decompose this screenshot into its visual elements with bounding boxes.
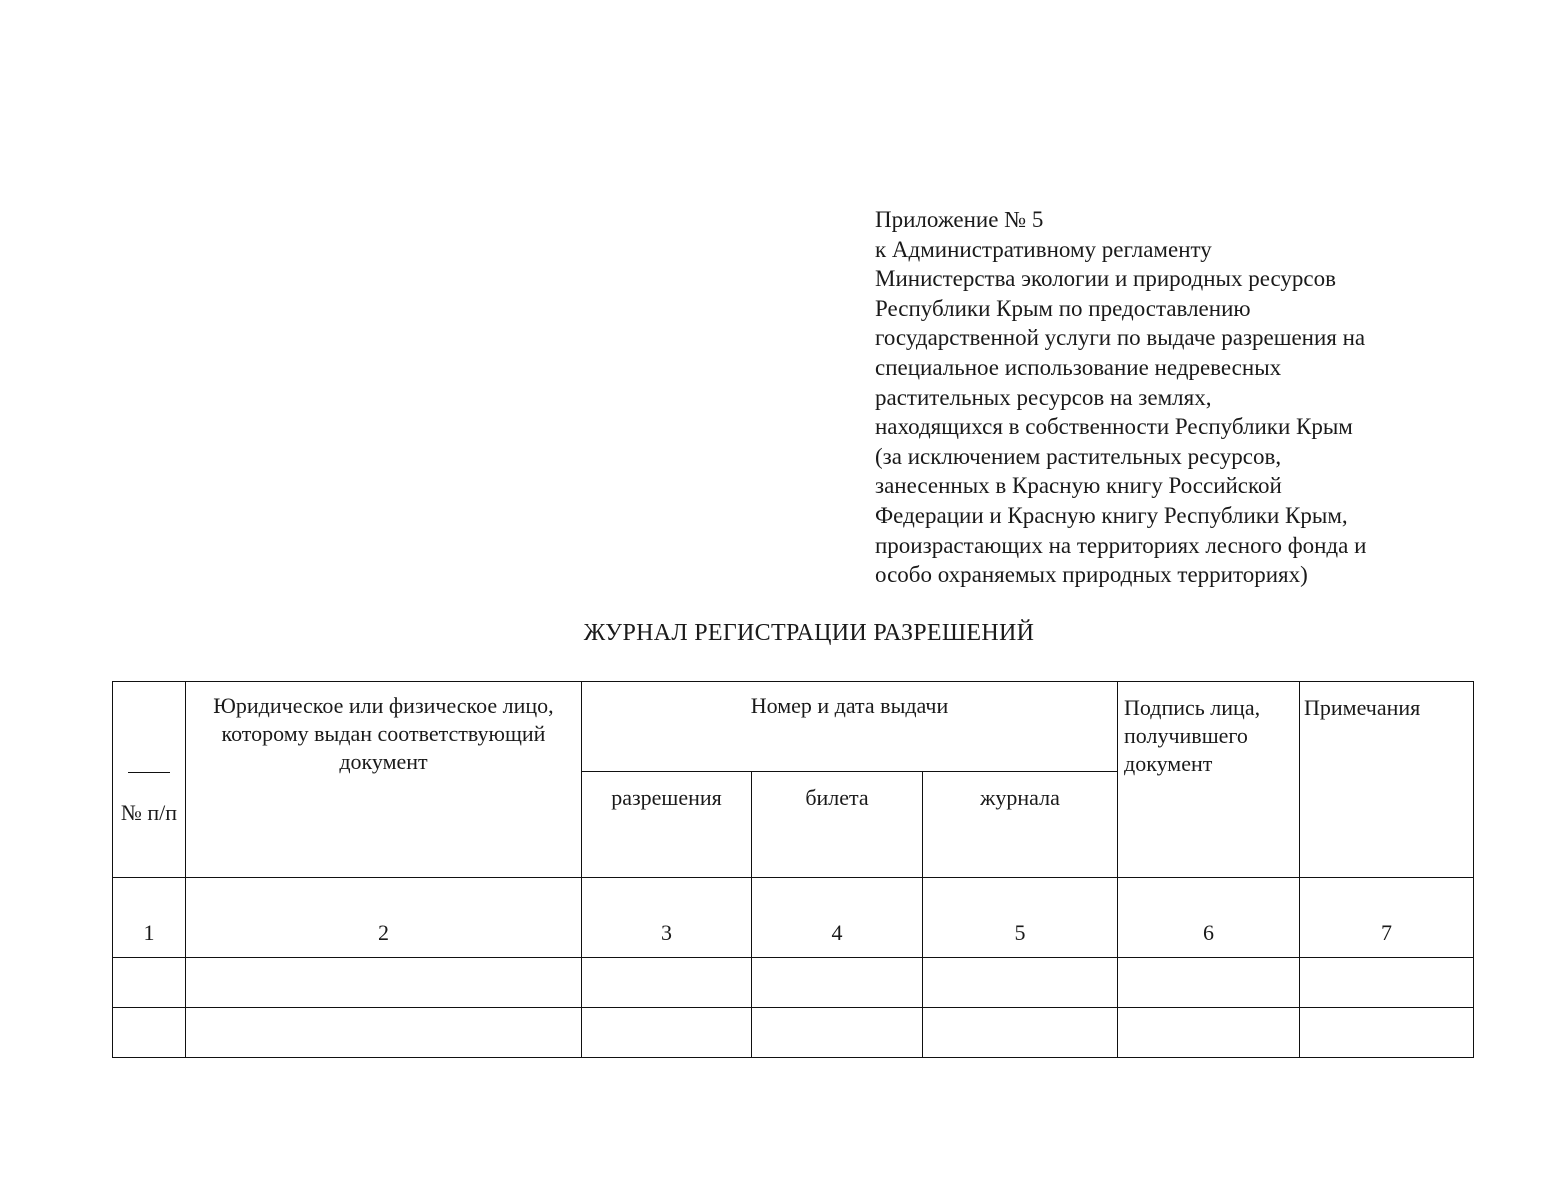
- header-cell-notes: Примечания: [1300, 682, 1474, 878]
- header-cell-signature: Подпись лица, получившего документ: [1118, 682, 1300, 878]
- appendix-line: занесенных в Красную книгу Российской: [875, 473, 1282, 499]
- column-number: 1: [113, 878, 186, 958]
- column-number: 2: [186, 878, 582, 958]
- appendix-line: специальное использование недревесных: [875, 354, 1282, 380]
- blank-line: [128, 772, 170, 773]
- appendix-line: особо охраняемых природных территориях): [875, 562, 1308, 588]
- column-number-row: [113, 878, 1474, 958]
- header-cell-number: [113, 682, 186, 878]
- appendix-line: произрастающих на территориях лесного фонда и: [875, 532, 1367, 558]
- journal-title: ЖУРНАЛ РЕГИСТРАЦИИ РАЗРЕШЕНИЙ: [583, 620, 1035, 646]
- table-cell: [186, 1008, 582, 1058]
- appendix-line: Приложение № 5: [875, 207, 1044, 232]
- table-cell: [752, 1008, 923, 1058]
- table-cell: [582, 1008, 752, 1058]
- appendix-line: (за исключением растительных ресурсов,: [875, 443, 1282, 469]
- table-cell: [1118, 958, 1300, 1008]
- appendix-block: [875, 205, 1495, 590]
- header-number-label: № п/п: [120, 800, 178, 825]
- appendix-line: растительных ресурсов на землях,: [875, 384, 1212, 410]
- table-cell: [1118, 1008, 1300, 1058]
- table-cell: [113, 958, 186, 1008]
- subheader-ticket: билета: [752, 772, 923, 878]
- table-cell: [113, 1008, 186, 1058]
- appendix-line: государственной услуги по выдаче разрешения на: [875, 325, 1366, 351]
- header-cell-issue: Номер и дата выдачи: [582, 682, 1118, 772]
- table-row: [113, 958, 1474, 1008]
- journal-table: [112, 681, 1474, 1058]
- appendix-line: Министерства экологии и природных ресурсов: [875, 266, 1336, 292]
- table-cell: [923, 1008, 1118, 1058]
- header-cell-entity: Юридическое или физическое лицо, которому выдан соответствующий документ: [186, 682, 582, 878]
- column-number: 6: [1118, 878, 1300, 958]
- table-row: [113, 1008, 1474, 1058]
- appendix-line: Федерации и Красную книгу Республики Крым,: [875, 502, 1348, 528]
- subheader-permit: разрешения: [582, 772, 752, 878]
- appendix-line: находящихся в собственности Республики Крым: [875, 414, 1353, 440]
- table-cell: [752, 958, 923, 1008]
- column-number: 3: [582, 878, 752, 958]
- table-cell: [186, 958, 582, 1008]
- subheader-journal: журнала: [923, 772, 1118, 878]
- table-cell: [1300, 1008, 1474, 1058]
- column-number: 7: [1300, 878, 1474, 958]
- table-cell: [923, 958, 1118, 1008]
- table-cell: [582, 958, 752, 1008]
- column-number: 5: [923, 878, 1118, 958]
- appendix-line: к Административному регламенту: [875, 236, 1212, 262]
- appendix-line: Республики Крым по предоставлению: [875, 295, 1251, 321]
- table-header-row: [113, 682, 1474, 772]
- table-cell: [1300, 958, 1474, 1008]
- column-number: 4: [752, 878, 923, 958]
